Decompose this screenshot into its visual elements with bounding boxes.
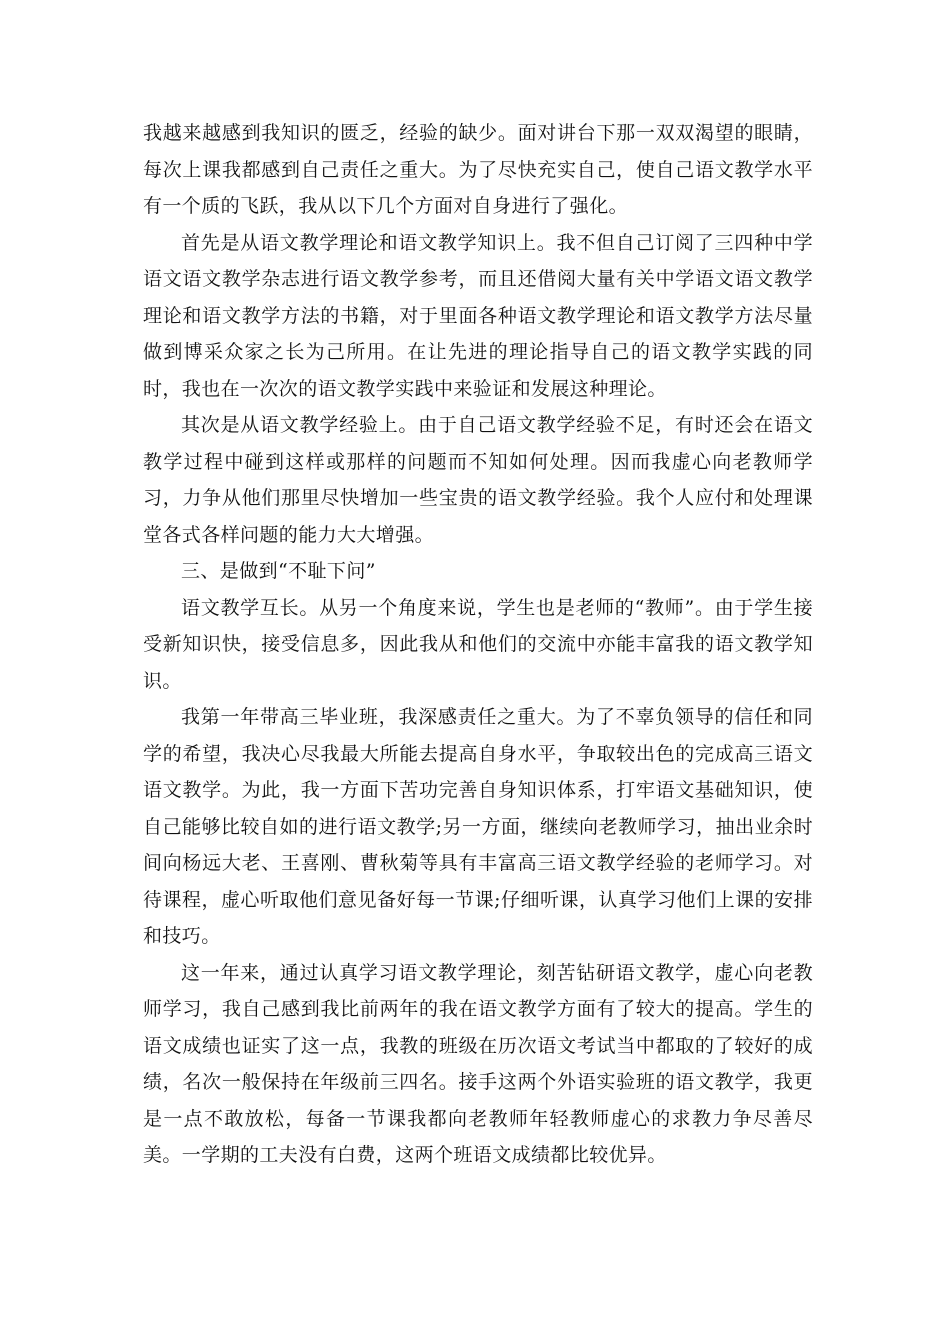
paragraph-2: 首先是从语文教学理论和语文教学知识上。我不但自己订阅了三四种中学语文语文教学杂志进行语文教学参考，而且还借阅大量有关中学语文语文教学理论和语文教学方法的书籍，对于里面各种语文教学理论和语文教学方法尽量做到博采众家之长为己所用。在让先进的理论指导自己的语文教学实践的同时，我也在一次次的语文教学实践中来验证和发展这种理论。 <box>143 231 813 400</box>
document-body <box>143 115 813 1174</box>
section-heading: 三、是做到“不耻下问” <box>181 560 376 582</box>
paragraph-1: 我越来越感到我知识的匮乏，经验的缺少。面对讲台下那一双双渴望的眼睛，每次上课我都感到自己责任之重大。为了尽快充实自己，使自己语文教学水平有一个质的飞跃，我从以下几个方面对自身进行了强化。 <box>143 122 813 217</box>
paragraph-3: 其次是从语文教学经验上。由于自己语文教学经验不足，有时还会在语文教学过程中碰到这样或那样的问题而不知如何处理。因而我虚心向老教师学习，力争从他们那里尽快增加一些宝贵的语文教学经验。我个人应付和处理课堂各式各样问题的能力大大增强。 <box>143 414 813 546</box>
paragraph-4: 语文教学互长。从另一个角度来说，学生也是老师的“教师”。由于学生接受新知识快，接受信息多，因此我从和他们的交流中亦能丰富我的语文教学知识。 <box>143 596 813 692</box>
paragraph-5: 我第一年带高三毕业班，我深感责任之重大。为了不辜负领导的信任和同学的希望，我决心尽我最大所能去提高自身水平，争取较出色的完成高三语文语文教学。为此，我一方面下苦功完善自身知识体系，打牢语文基础知识，使自己能够比较自如的进行语文教学;另一方面，继续向老教师学习，抽出业余时间向杨远大老、王喜刚、曹秋菊等具有丰富高三语文教学经验的老师学习。对待课程，虚心听取他们意见备好每一节课;仔细听课，认真学习他们上课的安排和技巧。 <box>143 706 813 947</box>
paragraph-6: 这一年来，通过认真学习语文教学理论，刻苦钻研语文教学，虚心向老教师学习，我自己感到我比前两年的我在语文教学方面有了较大的提高。学生的语文成绩也证实了这一点，我教的班级在历次语文考试当中都取的了较好的成绩，名次一般保持在年级前三四名。接手这两个外语实验班的语文教学，我更是一点不敢放松，每备一节课我都向老教师年轻教师虚心的求教力争尽善尽美。一学期的工夫没有白费，这两个班语文成绩都比较优异。 <box>143 961 813 1166</box>
